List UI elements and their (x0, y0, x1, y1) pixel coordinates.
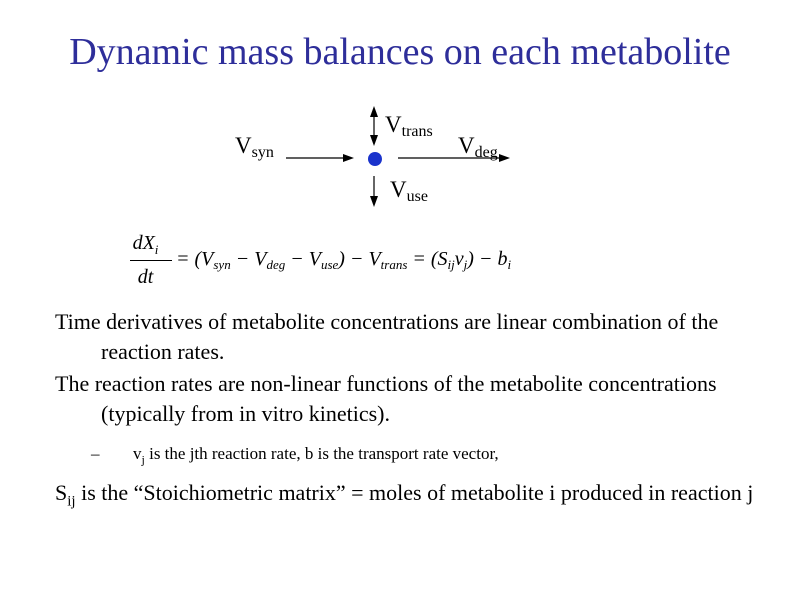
syn-arrowhead (343, 154, 354, 162)
fraction-denominator: dt (137, 266, 154, 288)
slide-title: Dynamic mass balances on each metabolite (69, 31, 731, 73)
v-syn-label: $V_{syn}$ (235, 133, 274, 161)
slide-body (55, 307, 775, 517)
flux-diagram (0, 0, 800, 230)
use-arrowhead (370, 196, 378, 207)
paragraph-stoichiometric-matrix: $S_{ij}$ is the “Stoichiometric matrix” = moles of metabolite i produced in reaction j (55, 480, 754, 510)
equation-rhs: = $(V_{syn} - V_{deg} - V_{use}) - V_{trans} = (S_{ij}v_j) - b_i$ (176, 248, 512, 272)
bullet-dash: – (91, 444, 100, 463)
trans-arrowhead-up (370, 106, 378, 117)
fraction-bar (130, 260, 172, 261)
bullet-definitions: – $v_j$ is the jth reaction rate, b is the transport rate vector, (91, 439, 775, 474)
fraction-numerator: $dX_i$ (132, 232, 159, 257)
v-deg-label: $V_{deg}$ (458, 133, 498, 161)
paragraph-reaction-rates: The reaction rates are non-linear functions of the metabolite concentrations (typically from in vitro kinetics). (55, 371, 717, 426)
v-use-label: $V_{use}$ (390, 177, 428, 205)
metabolite-node (368, 152, 382, 166)
deg-arrowhead (499, 154, 510, 162)
mass-balance-equation (118, 226, 678, 296)
v-trans-label: $V_{trans}$ (385, 112, 433, 140)
paragraph-derivatives: Time derivatives of metabolite concentrations are linear combination of the reaction rates. (55, 309, 719, 364)
trans-arrowhead-down (370, 135, 378, 146)
